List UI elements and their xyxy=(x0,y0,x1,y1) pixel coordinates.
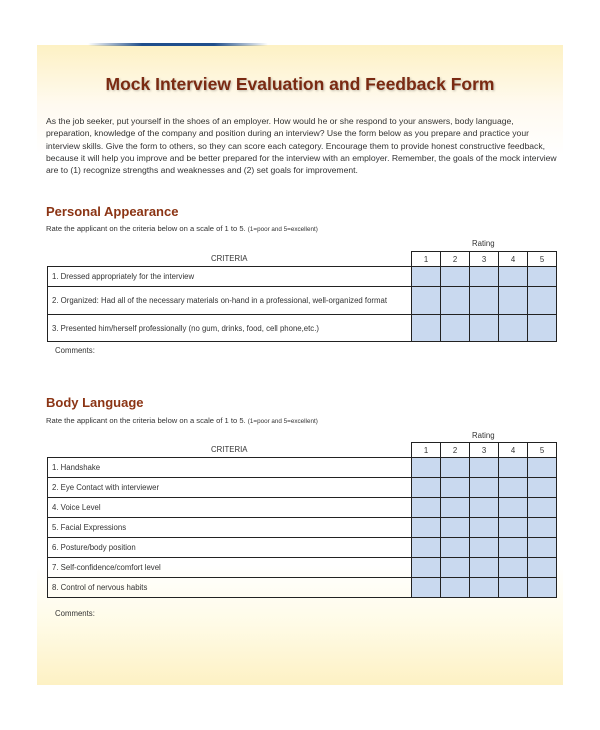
criteria-cell: 3. Presented him/herself professionally (no gum, drinks, food, cell phone,etc.) xyxy=(48,315,412,342)
rating-cell[interactable] xyxy=(412,315,441,342)
body-language-table xyxy=(47,442,557,598)
rating-cell[interactable] xyxy=(499,478,528,498)
rating-cell[interactable] xyxy=(528,558,557,578)
rating-instruction xyxy=(46,224,318,233)
rating-cell[interactable] xyxy=(528,578,557,598)
rating-cell[interactable] xyxy=(412,478,441,498)
rating-cell[interactable] xyxy=(470,538,499,558)
rating-cell[interactable] xyxy=(470,267,499,287)
section-heading-body-language: Body Language xyxy=(46,395,144,410)
rating-label: Rating xyxy=(472,239,495,248)
rating-cell[interactable] xyxy=(528,478,557,498)
rating-cell[interactable] xyxy=(470,518,499,538)
table-row xyxy=(48,558,557,578)
rating-cell[interactable] xyxy=(528,458,557,478)
criteria-cell: 7. Self-confidence/comfort level xyxy=(48,558,412,578)
rating-cell[interactable] xyxy=(412,558,441,578)
criteria-cell: 1. Dressed appropriately for the interview xyxy=(48,267,412,287)
criteria-cell: 8. Control of nervous habits xyxy=(48,578,412,598)
rating-cell[interactable] xyxy=(528,498,557,518)
criteria-cell: 2. Organized: Had all of the necessary materials on-hand in a professional, well-organized format xyxy=(48,287,412,315)
rating-cell[interactable] xyxy=(470,558,499,578)
rating-cell[interactable] xyxy=(470,458,499,478)
table-header-row xyxy=(48,443,557,458)
rating-column-header: 5 xyxy=(528,443,557,458)
rating-cell[interactable] xyxy=(499,287,528,315)
instruction-text: Rate the applicant on the criteria below on a scale of 1 to 5. xyxy=(46,224,246,233)
criteria-cell: 1. Handshake xyxy=(48,458,412,478)
rating-cell[interactable] xyxy=(499,578,528,598)
table-row xyxy=(48,287,557,315)
rating-cell[interactable] xyxy=(528,315,557,342)
scale-note: (1=poor and 5=excellent) xyxy=(247,418,318,425)
scale-note: (1=poor and 5=excellent) xyxy=(247,226,318,233)
rating-instruction xyxy=(46,416,318,425)
table-header-row xyxy=(48,252,557,267)
rating-cell[interactable] xyxy=(412,538,441,558)
rating-column-header: 3 xyxy=(470,252,499,267)
rating-cell[interactable] xyxy=(441,578,470,598)
rating-cell[interactable] xyxy=(499,558,528,578)
page-title: Mock Interview Evaluation and Feedback Form xyxy=(105,74,495,94)
rating-cell[interactable] xyxy=(499,458,528,478)
rating-cell[interactable] xyxy=(441,315,470,342)
rating-cell[interactable] xyxy=(412,267,441,287)
criteria-header: CRITERIA xyxy=(48,443,412,458)
criteria-cell: 5. Facial Expressions xyxy=(48,518,412,538)
intro-paragraph: As the job seeker, put yourself in the shoes of an employer. How would he or she respond to your answers, body language, preparation, knowledge of the company and position during an interview? Use the form below as you prepare and practice your interview skills. Give the form to others, so they can score each category. Encourage them to provide honest constructive feedback, because it will help you improve and be better prepared for the interview with an employer. Remember, the goals of the mock interview are to (1) recognize strengths and weaknesses and (2) set goals for improvement. xyxy=(46,116,557,176)
rating-cell[interactable] xyxy=(499,267,528,287)
table-row xyxy=(48,267,557,287)
rating-cell[interactable] xyxy=(499,538,528,558)
rating-column-header: 1 xyxy=(412,252,441,267)
personal-appearance-table xyxy=(47,251,557,342)
criteria-cell: 4. Voice Level xyxy=(48,498,412,518)
rating-cell[interactable] xyxy=(412,458,441,478)
table-row xyxy=(48,498,557,518)
table-row xyxy=(48,315,557,342)
comments-label: Comments: xyxy=(55,346,95,355)
rating-cell[interactable] xyxy=(412,518,441,538)
table-row xyxy=(48,458,557,478)
rating-cell[interactable] xyxy=(412,498,441,518)
rating-column-header: 4 xyxy=(499,252,528,267)
criteria-header: CRITERIA xyxy=(48,252,412,267)
criteria-cell: 2. Eye Contact with interviewer xyxy=(48,478,412,498)
rating-cell[interactable] xyxy=(499,498,528,518)
rating-cell[interactable] xyxy=(441,518,470,538)
criteria-cell: 6. Posture/body position xyxy=(48,538,412,558)
rating-cell[interactable] xyxy=(528,518,557,538)
rating-cell[interactable] xyxy=(499,518,528,538)
rating-cell[interactable] xyxy=(441,458,470,478)
rating-cell[interactable] xyxy=(528,287,557,315)
rating-cell[interactable] xyxy=(412,578,441,598)
header-swoosh xyxy=(88,43,268,46)
rating-column-header: 3 xyxy=(470,443,499,458)
rating-cell[interactable] xyxy=(441,478,470,498)
table-row xyxy=(48,478,557,498)
rating-cell[interactable] xyxy=(441,558,470,578)
rating-cell[interactable] xyxy=(470,287,499,315)
rating-column-header: 5 xyxy=(528,252,557,267)
section-heading-personal-appearance: Personal Appearance xyxy=(46,204,179,219)
rating-cell[interactable] xyxy=(441,287,470,315)
rating-cell[interactable] xyxy=(470,498,499,518)
rating-column-header: 4 xyxy=(499,443,528,458)
rating-cell[interactable] xyxy=(499,315,528,342)
rating-cell[interactable] xyxy=(441,267,470,287)
rating-label: Rating xyxy=(472,431,495,440)
rating-cell[interactable] xyxy=(470,315,499,342)
rating-cell[interactable] xyxy=(470,578,499,598)
rating-cell[interactable] xyxy=(441,538,470,558)
rating-cell[interactable] xyxy=(470,478,499,498)
rating-cell[interactable] xyxy=(441,498,470,518)
rating-column-header: 2 xyxy=(441,252,470,267)
rating-cell[interactable] xyxy=(528,267,557,287)
table-row xyxy=(48,578,557,598)
rating-column-header: 1 xyxy=(412,443,441,458)
table-row xyxy=(48,518,557,538)
rating-cell[interactable] xyxy=(528,538,557,558)
instruction-text: Rate the applicant on the criteria below on a scale of 1 to 5. xyxy=(46,416,246,425)
rating-cell[interactable] xyxy=(412,287,441,315)
table-row xyxy=(48,538,557,558)
comments-label: Comments: xyxy=(55,609,95,618)
rating-column-header: 2 xyxy=(441,443,470,458)
